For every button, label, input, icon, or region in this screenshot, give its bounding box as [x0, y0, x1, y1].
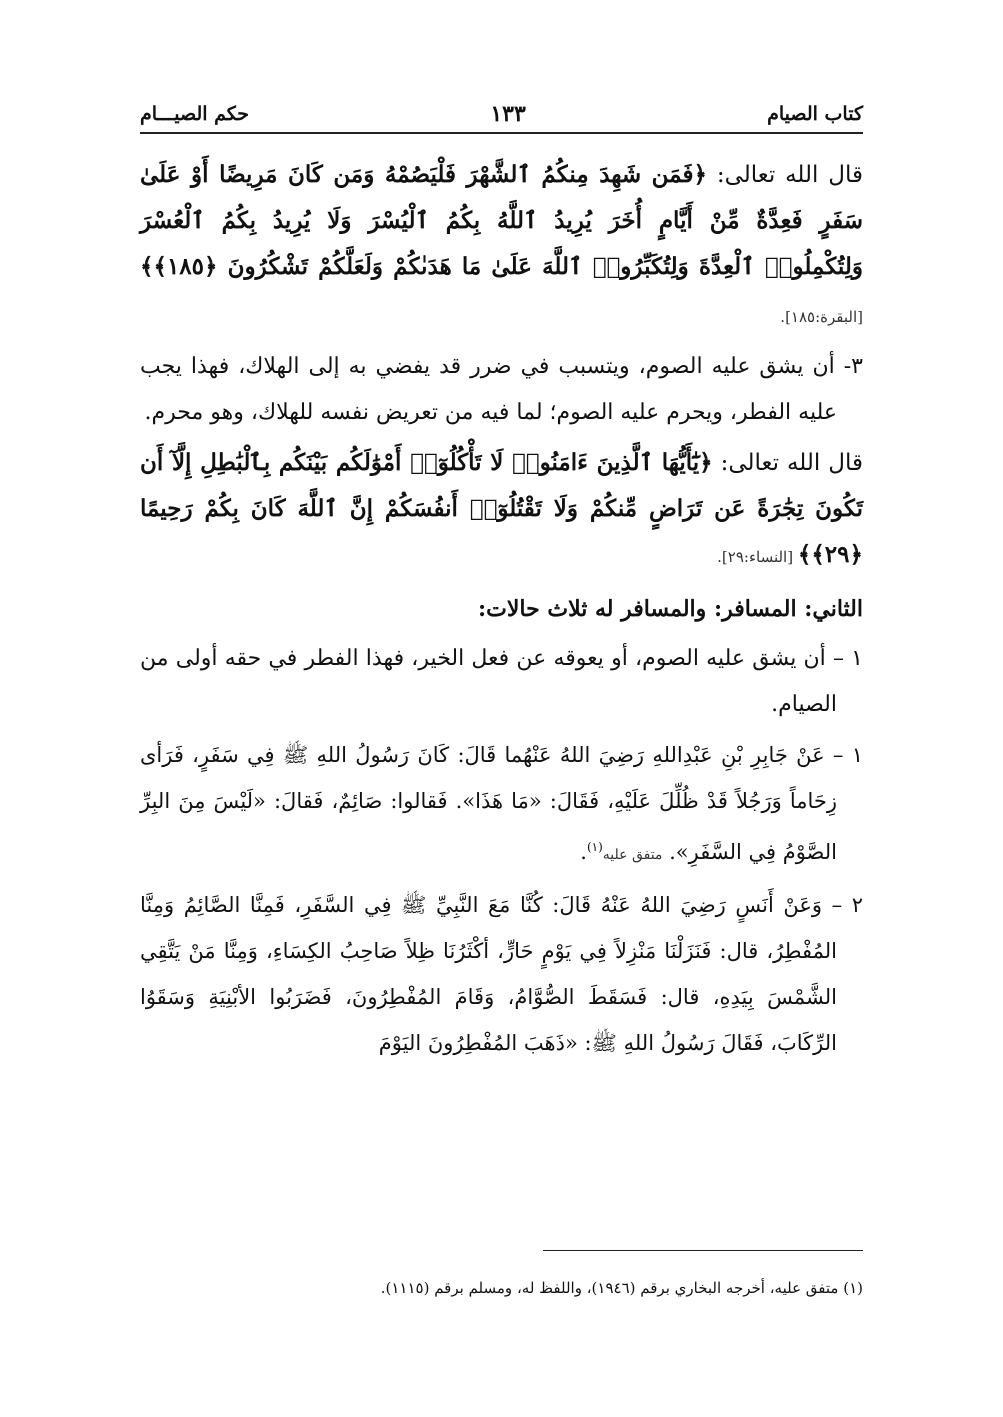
traveler-case-1: ١ – أن يشق عليه الصوم، أو يعوقه عن فعل الخير، فهذا الفطر في حقه أولى من الصيام.	[140, 646, 863, 717]
footnote-divider	[543, 1250, 863, 1251]
verse-text: ﴿فَمَن شَهِدَ مِنكُمُ ٱلشَّهْرَ فَلْيَصُمْهُ وَمَن كَانَ مَرِيضًا أَوْ عَلَىٰ سَفَرٍ فَعِدَّةٌ مِّنْ أَيَّامٍ أُخَرَ يُرِيدُ ٱللَّهُ بِكُمُ ٱلْيُسْرَ وَلَا يُرِيدُ بِكُمُ ٱلْعُسْرَ وَلِتُكْمِلُوا۟ ٱلْعِدَّةَ وَلِتُكَبِّرُوا۟ ٱللَّهَ عَلَىٰ مَا هَدَىٰكُمْ وَلَعَلَّكُمْ تَشْكُرُونَ ﴿١٨٥﴾﴾	[140, 161, 863, 280]
quran-verse-baqarah	[140, 152, 863, 340]
page-number: ١٣٣	[490, 101, 526, 127]
hadith-anas: ٢ – وَعَنْ أَنَسٍ رَضِيَ اللهُ عَنْهُ قَالَ: كُنَّا مَعَ النَّبِيِّ ﷺ فِي السَّفَرِ، فَمِنَّا الصَّائِمُ وَمِنَّا المُفْطِرُ، قال: فَنَزَلْنَا مَنْزِلاً فِي يَوْمٍ حَارٍّ، أكْثَرُنَا ظِلاً صَاحِبُ الكِسَاءِ، وَمِنَّا مَنْ يَتَّقِي الشَّمْسَ بِيَدِهِ، قال: فَسَقَطَ الصُّوَّامُ، وَقَامَ المُفْطِرُونَ، فَضَرَبُوا الأبْنِيَةِ وَسَقَوُا الرِّكَابَ، فَقَالَ رَسُولُ اللهِ ﷺ: «ذَهَبَ المُفْطِرُونَ اليَوْمَ	[140, 893, 863, 1055]
hadith-text: ١ – عَنْ جَابِرِ بْنِ عَبْدِاللهِ رَضِيَ اللهُ عَنْهُما قَالَ: كَانَ رَسُولُ اللهِ ﷺ فِي سَفَرٍ، فَرَأى زِحَاماً وَرَجُلاً قَدْ ظُلِّلَ عَلَيْهِ، فَقَالَ: «مَا هَذَا». فَقالوا: صَائِمٌ، فَقالَ: «لَيْسَ مِنَ البِرِّ الصَّوْمُ فِي السَّفَرِ».	[140, 743, 863, 864]
book-title: كتاب الصيام	[767, 103, 863, 125]
hadith-jabir	[140, 732, 863, 878]
ruling-item-3: ٣- أن يشق عليه الصوم، ويتسبب في ضرر قد يفضي به إلى الهلاك، فهذا يجب عليه الفطر، ويحرم عليه الصوم؛ لما فيه من تعريض نفسه للهلاك، وهو محرم.	[140, 354, 863, 425]
verse-text: ﴿يَٰٓأَيُّهَا ٱلَّذِينَ ءَامَنُوا۟ لَا تَأْكُلُوٓا۟ أَمْوَٰلَكُم بَيْنَكُم بِٱلْبَٰطِلِ إِلَّآ أَن تَكُونَ تِجَٰرَةً عَن تَرَاضٍ مِّنكُمْ وَلَا تَقْتُلُوٓا۟ أَنفُسَكُمْ إِنَّ ٱللَّهَ كَانَ بِكُمْ رَحِيمًا ﴿٢٩﴾﴾	[140, 449, 863, 568]
quran-verse-nisa	[140, 440, 863, 580]
hadith-source: متفق عليه	[602, 847, 663, 863]
verse-citation: [البقرة:١٨٥].	[780, 308, 863, 326]
running-header	[140, 96, 863, 134]
verse-intro: قال الله تعالى:	[712, 450, 863, 476]
verse-intro: قال الله تعالى:	[706, 162, 863, 188]
body-text	[140, 152, 863, 1070]
section-heading-traveler: الثاني: المسافر: والمسافر له ثلاث حالات:	[478, 596, 863, 622]
footnote-reference[interactable]: (١)	[586, 840, 603, 854]
chapter-title: حكم الصيـــام	[140, 103, 250, 125]
footnote: (١) متفق عليه، أخرجه البخاري برقم (١٩٤٦)، واللفظ له، ومسلم برقم (١١١٥).	[380, 1279, 863, 1297]
hadith-end: .	[580, 840, 587, 864]
verse-citation: [النساء:٢٩].	[717, 548, 798, 566]
